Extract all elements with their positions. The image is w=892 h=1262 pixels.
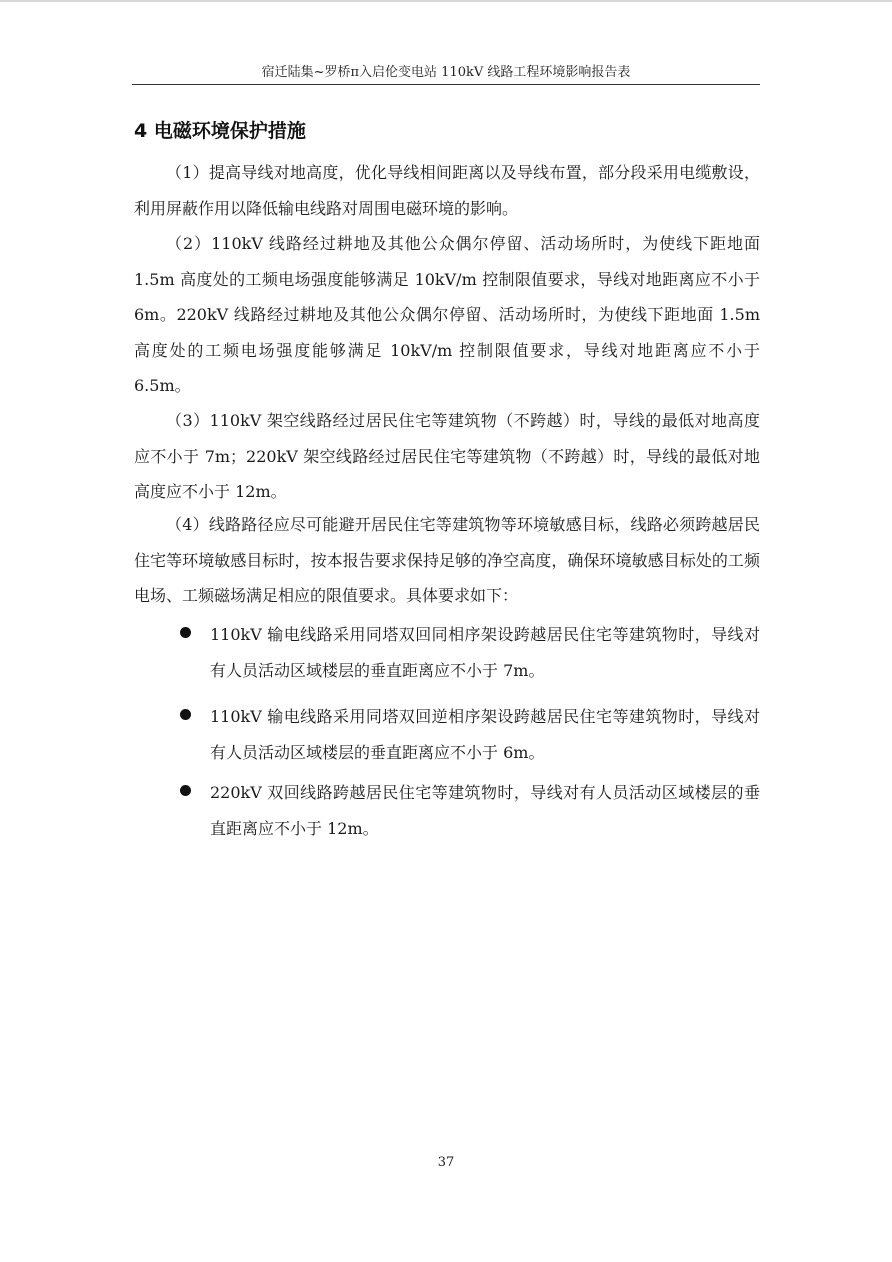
paragraph-4: （4）线路路径应尽可能避开居民住宅等建筑物等环境敏感目标，线路必须跨越居民住宅等环境敏感目标时，按本报告要求保持足够的净空高度，确保环境敏感目标处的工频电场、工频磁场满足相应的限值要求。具体要求如下： [134,515,760,605]
section-heading: 4 电磁环境保护措施 [134,120,306,142]
paragraph-2: （2）110kV 线路经过耕地及其他公众偶尔停留、活动场所时，为使线下距地面 1.5m 高度处的工频电场强度能够满足 10kV/m 控制限值要求，导线对地距离应不小于 6m。220kV 线路经过耕地及其他公众偶尔停留、活动场所时，为使线下距地面 1.5m 高度处的工频电场强度能够满足 10kV/m 控制限值要求，导线对地距离应不小于 6.5m。 [134,234,760,395]
list-item-text: 110kV 输电线路采用同塔双回逆相序架设跨越居民住宅等建筑物时，导线对有人员活动区域楼层的垂直距离应不小于 6m。 [210,707,760,762]
page-number: 37 [437,1155,455,1170]
list-item-text: 110kV 输电线路采用同塔双回同相序架设跨越居民住宅等建筑物时，导线对有人员活动区域楼层的垂直距离应不小于 7m。 [210,625,760,680]
paragraph-3: （3）110kV 架空线路经过居民住宅等建筑物（不跨越）时，导线的最低对地高度应不小于 7m；220kV 架空线路经过居民住宅等建筑物（不跨越）时，导线的最低对地高度应不小于 12m。 [134,411,760,501]
running-header: 宿迁陆集~罗桥π入启伦变电站 110kV 线路工程环境影响报告表 [261,65,631,80]
bullet-icon [180,785,191,796]
bullet-icon [180,709,191,720]
paragraph-1: （1）提高导线对地高度，优化导线相间距离以及导线布置，部分段采用电缆敷设，利用屏蔽作用以降低输电线路对周围电磁环境的影响。 [134,163,760,218]
list-item-text: 220kV 双回线路跨越居民住宅等建筑物时，导线对有人员活动区域楼层的垂直距离应不小于 12m。 [210,783,760,838]
header-rule [132,84,760,85]
list-item [180,617,760,688]
list-item [180,699,760,770]
list-item [180,775,760,846]
page-top-border [0,0,892,2]
bullet-icon [180,627,191,638]
